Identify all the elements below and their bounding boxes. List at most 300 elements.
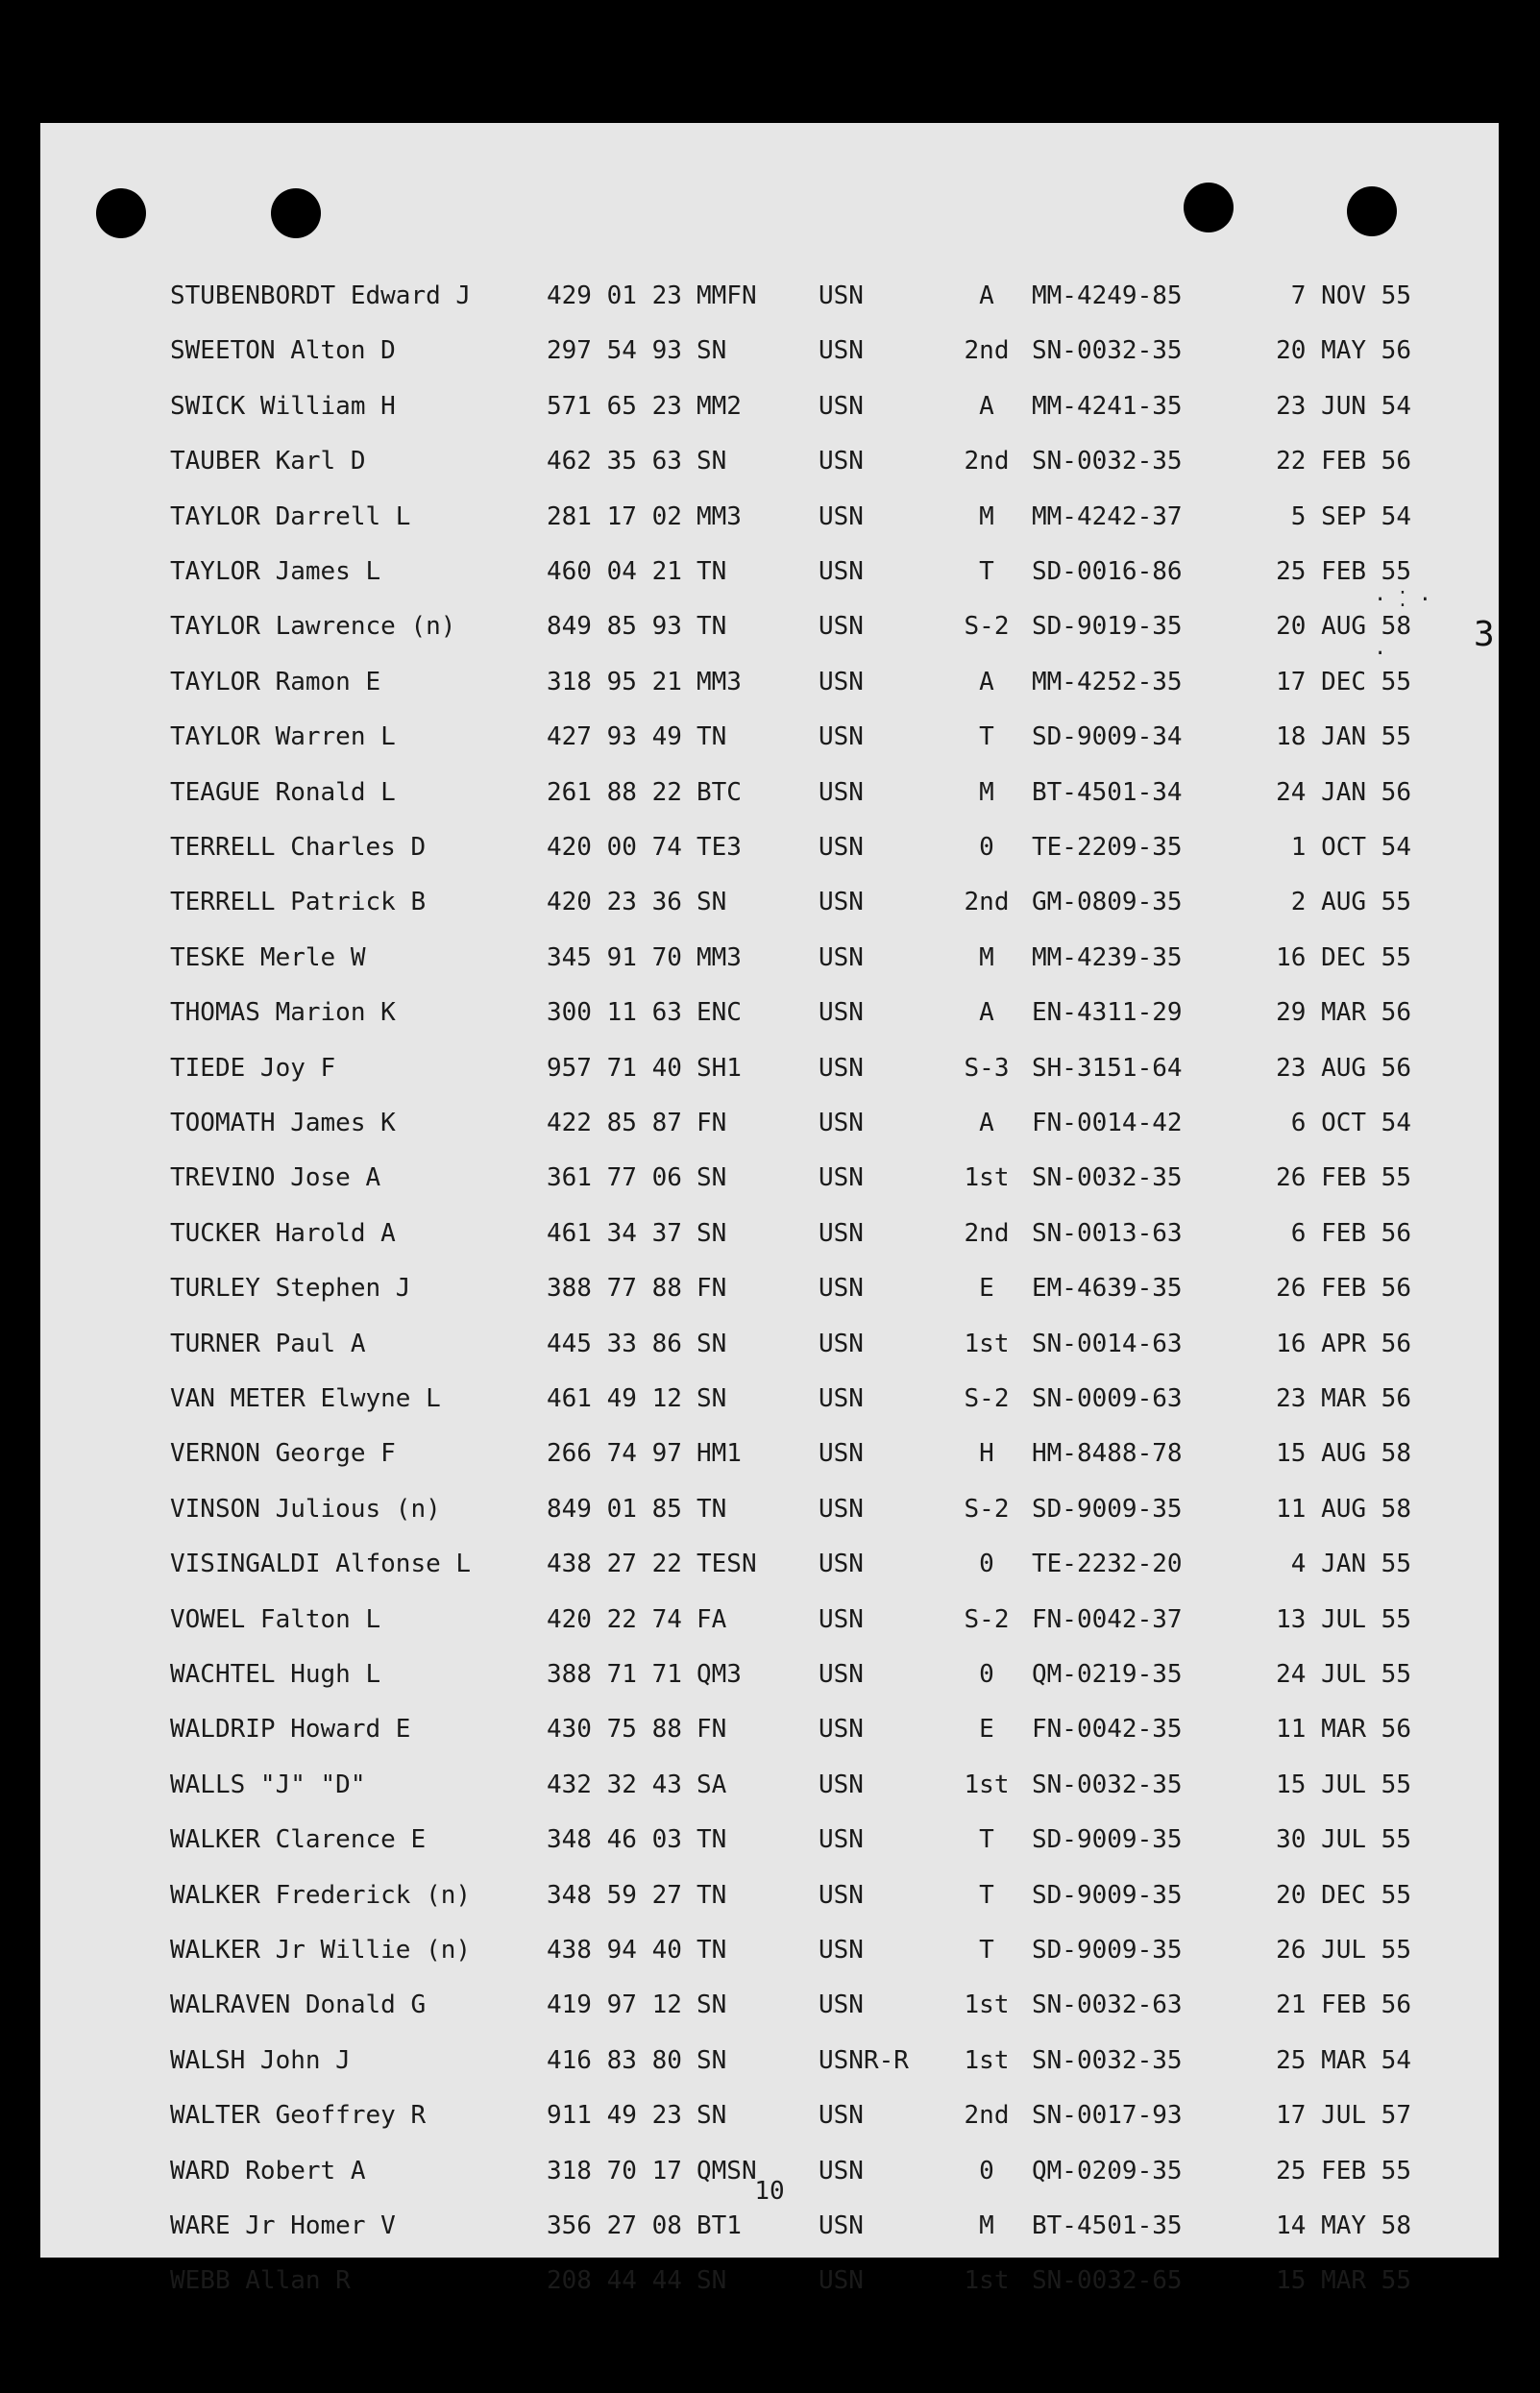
record-name: TAYLOR James L	[170, 557, 381, 586]
record-class: 0	[979, 1660, 994, 1689]
record-class: A	[979, 998, 994, 1028]
record-service-number: 445 33 86	[547, 1329, 682, 1358]
record-class: T	[979, 1825, 994, 1855]
record-service-number: 420 00 74	[547, 833, 682, 862]
record-service: USN	[819, 1825, 864, 1855]
record-name: VISINGALDI Alfonse L	[170, 1550, 472, 1579]
record-service: USN	[819, 2266, 864, 2296]
record-code: MM-4249-85	[1032, 281, 1183, 310]
record-name: TAYLOR Ramon E	[170, 667, 381, 696]
record-rate: TN	[697, 1494, 727, 1524]
record-code: FN-0042-35	[1032, 1715, 1183, 1745]
record-row	[40, 275, 1499, 317]
record-service: USN	[819, 1660, 864, 1689]
record-name: WALKER Frederick (n)	[170, 1880, 472, 1910]
record-class: 2nd	[964, 447, 1010, 476]
record-row	[40, 1984, 1499, 2026]
record-name: WALTER Geoffrey R	[170, 2101, 427, 2131]
record-date: 16 DEC 55	[1276, 942, 1411, 972]
record-rate: TESN	[697, 1550, 757, 1579]
record-service: USN	[819, 1880, 864, 1910]
record-service: USN	[819, 1936, 864, 1965]
record-row	[40, 1764, 1499, 1806]
record-service: USN	[819, 942, 864, 972]
record-rate: TN	[697, 1880, 727, 1910]
record-class: 0	[979, 1550, 994, 1579]
record-class: T	[979, 1936, 994, 1965]
record-code: SD-9009-35	[1032, 1825, 1183, 1855]
record-service: USN	[819, 777, 864, 807]
record-class: M	[979, 501, 994, 531]
record-code: SD-9009-35	[1032, 1936, 1183, 1965]
record-rate: MM3	[697, 667, 742, 696]
record-date: 4 JAN 55	[1290, 1550, 1411, 1579]
record-class: M	[979, 2211, 994, 2240]
record-row	[40, 937, 1499, 979]
record-service: USN	[819, 1550, 864, 1579]
record-service-number: 420 23 36	[547, 888, 682, 917]
record-name: WALKER Jr Willie (n)	[170, 1936, 472, 1965]
record-code: SN-0014-63	[1032, 1329, 1183, 1358]
record-row	[40, 1488, 1499, 1530]
record-name: VAN METER Elwyne L	[170, 1384, 441, 1413]
record-row	[40, 1929, 1499, 1971]
record-service-number: 849 85 93	[547, 612, 682, 642]
record-name: SWEETON Alton D	[170, 336, 396, 366]
record-row	[40, 1047, 1499, 1089]
record-code: SN-0032-65	[1032, 2266, 1183, 2296]
record-class: E	[979, 1274, 994, 1304]
record-date: 6 FEB 56	[1290, 1218, 1411, 1248]
record-date: 20 AUG 58	[1276, 612, 1411, 642]
record-class: A	[979, 1109, 994, 1137]
record-code: FN-0014-42	[1032, 1109, 1183, 1137]
record-rate: SN	[697, 447, 727, 476]
record-row	[40, 1874, 1499, 1917]
record-service-number: 266 74 97	[547, 1439, 682, 1469]
record-name: VINSON Julious (n)	[170, 1494, 441, 1524]
record-service: USN	[819, 1715, 864, 1745]
punch-hole	[1184, 183, 1234, 232]
record-row	[40, 1378, 1499, 1420]
record-code: QM-0219-35	[1032, 1660, 1183, 1689]
record-class: 1st	[964, 2045, 1010, 2075]
record-name: TAYLOR Darrell L	[170, 501, 411, 531]
record-rate: HM1	[697, 1439, 742, 1469]
record-class: E	[979, 1715, 994, 1745]
record-date: 5 SEP 54	[1290, 501, 1411, 531]
record-service-number: 461 49 12	[547, 1384, 682, 1413]
record-service-number: 388 77 88	[547, 1274, 682, 1304]
record-row	[40, 1653, 1499, 1696]
record-service: USN	[819, 2156, 864, 2185]
record-class: M	[979, 777, 994, 807]
record-service-number: 208 44 44	[547, 2266, 682, 2296]
record-service: USN	[819, 2211, 864, 2240]
record-service-number: 318 95 21	[547, 667, 682, 696]
record-rate: FN	[697, 1109, 727, 1137]
record-service: USN	[819, 447, 864, 476]
record-class: T	[979, 557, 994, 586]
record-date: 26 FEB 55	[1276, 1163, 1411, 1193]
record-service: USN	[819, 722, 864, 752]
record-service-number: 460 04 21	[547, 557, 682, 586]
record-service-number: 911 49 23	[547, 2101, 682, 2131]
record-rate: TN	[697, 557, 727, 586]
record-row	[40, 1102, 1499, 1144]
record-rate: BT1	[697, 2211, 742, 2240]
record-rate: MM3	[697, 942, 742, 972]
record-row	[40, 330, 1499, 372]
record-rate: SN	[697, 1990, 727, 2020]
record-service: USN	[819, 1274, 864, 1304]
record-rate: TN	[697, 1936, 727, 1965]
record-row	[40, 440, 1499, 482]
record-date: 2 AUG 55	[1290, 888, 1411, 917]
record-date: 14 MAY 58	[1276, 2211, 1411, 2240]
record-row	[40, 991, 1499, 1034]
record-row	[40, 2094, 1499, 2137]
record-row	[40, 1432, 1499, 1475]
record-rate: QM3	[697, 1660, 742, 1689]
record-rate: QMSN	[697, 2156, 757, 2185]
record-rate: TN	[697, 1825, 727, 1855]
record-class: A	[979, 667, 994, 696]
record-service: USN	[819, 1770, 864, 1799]
record-date: 15 MAR 55	[1276, 2266, 1411, 2296]
punch-hole	[1347, 186, 1397, 236]
record-row	[40, 550, 1499, 593]
record-name: TAYLOR Warren L	[170, 722, 396, 752]
record-rate: SN	[697, 888, 727, 917]
record-date: 1 OCT 54	[1290, 833, 1411, 862]
record-name: VERNON George F	[170, 1439, 396, 1469]
record-name: WARE Jr Homer V	[170, 2211, 396, 2240]
record-service-number: 427 93 49	[547, 722, 682, 752]
record-code: BT-4501-35	[1032, 2211, 1183, 2240]
record-rate: BTC	[697, 777, 742, 807]
record-service-number: 462 35 63	[547, 447, 682, 476]
record-code: MM-4241-35	[1032, 391, 1183, 421]
record-service-number: 348 59 27	[547, 1880, 682, 1910]
record-date: 7 NOV 55	[1290, 281, 1411, 310]
record-service-number: 356 27 08	[547, 2211, 682, 2240]
record-date: 15 AUG 58	[1276, 1439, 1411, 1469]
record-rate: SA	[697, 1770, 727, 1799]
record-class: 1st	[964, 1990, 1010, 2020]
record-code: MM-4242-37	[1032, 501, 1183, 531]
record-code: SD-9019-35	[1032, 612, 1183, 642]
record-rate: SN	[697, 2101, 727, 2131]
record-service-number: 318 70 17	[547, 2156, 682, 2185]
record-name: TREVINO Jose A	[170, 1163, 381, 1193]
record-code: MM-4252-35	[1032, 667, 1183, 696]
punch-hole	[96, 188, 146, 238]
record-code: GM-0809-35	[1032, 888, 1183, 917]
record-class: S-3	[964, 1053, 1010, 1083]
record-row	[40, 496, 1499, 538]
record-date: 23 JUN 54	[1276, 391, 1411, 421]
record-service: USN	[819, 2101, 864, 2131]
record-name: STUBENBORDT Edward J	[170, 281, 472, 310]
record-code: SN-0032-35	[1032, 1163, 1183, 1193]
record-date: 29 MAR 56	[1276, 998, 1411, 1028]
record-rate: SN	[697, 2045, 727, 2075]
record-service: USN	[819, 1053, 864, 1083]
record-date: 15 JUL 55	[1276, 1770, 1411, 1799]
record-class: A	[979, 391, 994, 421]
record-date: 20 MAY 56	[1276, 336, 1411, 366]
record-code: SN-0032-35	[1032, 1770, 1183, 1799]
record-name: WARD Robert A	[170, 2156, 366, 2185]
record-code: SD-9009-34	[1032, 722, 1183, 752]
record-name: TAYLOR Lawrence (n)	[170, 612, 456, 642]
record-service: USN	[819, 833, 864, 862]
record-name: TUCKER Harold A	[170, 1218, 396, 1248]
record-rate: TE3	[697, 833, 742, 862]
record-rate: SN	[697, 1384, 727, 1413]
record-class: T	[979, 1880, 994, 1910]
record-code: EM-4639-35	[1032, 1274, 1183, 1304]
record-service-number: 361 77 06	[547, 1163, 682, 1193]
record-name: THOMAS Marion K	[170, 998, 396, 1028]
record-name: TURLEY Stephen J	[170, 1274, 411, 1304]
record-name: WALDRIP Howard E	[170, 1715, 411, 1745]
record-date: 11 MAR 56	[1276, 1715, 1411, 1745]
record-name: TOOMATH James K	[170, 1109, 396, 1137]
record-code: SN-0017-93	[1032, 2101, 1183, 2131]
record-name: WALRAVEN Donald G	[170, 1990, 427, 2020]
record-row	[40, 716, 1499, 758]
record-service-number: 420 22 74	[547, 1604, 682, 1634]
record-row	[40, 1819, 1499, 1861]
record-class: S-2	[964, 1494, 1010, 1524]
record-service: USNR-R	[819, 2045, 909, 2075]
record-code: SN-0009-63	[1032, 1384, 1183, 1413]
record-code: MM-4239-35	[1032, 942, 1183, 972]
record-service: USN	[819, 998, 864, 1028]
record-date: 23 AUG 56	[1276, 1053, 1411, 1083]
record-code: FN-0042-37	[1032, 1604, 1183, 1634]
record-name: TURNER Paul A	[170, 1329, 366, 1358]
record-name: WEBB Allan R	[170, 2266, 351, 2296]
record-code: SD-9009-35	[1032, 1880, 1183, 1910]
record-class: 2nd	[964, 2101, 1010, 2131]
record-date: 17 DEC 55	[1276, 667, 1411, 696]
record-row	[40, 2205, 1499, 2247]
record-class: H	[979, 1439, 994, 1469]
record-row	[40, 826, 1499, 868]
record-date: 25 FEB 55	[1276, 557, 1411, 586]
page-number: 10	[754, 2177, 785, 2206]
record-rate: SN	[697, 1163, 727, 1193]
record-class: 0	[979, 2156, 994, 2185]
record-service: USN	[819, 1384, 864, 1413]
record-service-number: 957 71 40	[547, 1053, 682, 1083]
record-rate: TN	[697, 612, 727, 642]
record-row	[40, 1708, 1499, 1750]
record-class: 0	[979, 833, 994, 862]
record-service: USN	[819, 612, 864, 642]
record-rate: TN	[697, 722, 727, 752]
record-rate: FN	[697, 1274, 727, 1304]
record-code: BT-4501-34	[1032, 777, 1183, 807]
record-date: 25 MAR 54	[1276, 2045, 1411, 2075]
record-name: WACHTEL Hugh L	[170, 1660, 381, 1689]
record-rate: SN	[697, 1329, 727, 1358]
record-rate: ENC	[697, 998, 742, 1028]
record-service-number: 438 94 40	[547, 1936, 682, 1965]
record-service: USN	[819, 1109, 864, 1137]
record-class: M	[979, 942, 994, 972]
record-name: VOWEL Falton L	[170, 1604, 381, 1634]
record-date: 23 MAR 56	[1276, 1384, 1411, 1413]
speck-mark: · ⁚ ·	[1374, 588, 1431, 612]
record-name: TAUBER Karl D	[170, 447, 366, 476]
record-service-number: 849 01 85	[547, 1494, 682, 1524]
record-rate: SN	[697, 336, 727, 366]
record-service: USN	[819, 501, 864, 531]
record-row	[40, 605, 1499, 647]
record-service-number: 416 83 80	[547, 2045, 682, 2075]
record-name: TERRELL Patrick B	[170, 888, 427, 917]
record-service: USN	[819, 1163, 864, 1193]
punch-hole	[271, 188, 321, 238]
record-row	[40, 385, 1499, 427]
record-service: USN	[819, 336, 864, 366]
record-name: WALKER Clarence E	[170, 1825, 427, 1855]
record-date: 17 JUL 57	[1276, 2101, 1411, 2131]
record-row	[40, 661, 1499, 703]
record-service-number: 461 34 37	[547, 1218, 682, 1248]
record-class: 1st	[964, 1163, 1010, 1193]
record-service-number: 348 46 03	[547, 1825, 682, 1855]
record-date: 6 OCT 54	[1290, 1109, 1411, 1137]
record-date: 25 FEB 55	[1276, 2156, 1411, 2185]
record-name: TEAGUE Ronald L	[170, 777, 396, 807]
record-class: 1st	[964, 2266, 1010, 2296]
record-code: SN-0032-35	[1032, 336, 1183, 366]
record-date: 24 JAN 56	[1276, 777, 1411, 807]
record-class: S-2	[964, 1384, 1010, 1413]
record-service: USN	[819, 281, 864, 310]
record-rate: FA	[697, 1604, 727, 1634]
record-code: SD-0016-86	[1032, 557, 1183, 586]
record-row	[40, 1599, 1499, 1641]
record-service-number: 429 01 23	[547, 281, 682, 310]
record-row	[40, 881, 1499, 923]
record-date: 11 AUG 58	[1276, 1494, 1411, 1524]
record-service-number: 388 71 71	[547, 1660, 682, 1689]
document-page	[40, 123, 1499, 2296]
record-name: WALLS "J" "D"	[170, 1770, 366, 1799]
record-name: TESKE Merle W	[170, 942, 366, 972]
record-code: SN-0032-35	[1032, 2045, 1183, 2075]
margin-mark: 3	[1474, 615, 1495, 654]
record-service: USN	[819, 1604, 864, 1634]
record-class: 1st	[964, 1329, 1010, 1358]
record-code: HM-8488-78	[1032, 1439, 1183, 1469]
record-row	[40, 1543, 1499, 1585]
record-date: 30 JUL 55	[1276, 1825, 1411, 1855]
record-service: USN	[819, 557, 864, 586]
record-date: 13 JUL 55	[1276, 1604, 1411, 1634]
record-code: EN-4311-29	[1032, 998, 1183, 1028]
record-service-number: 345 91 70	[547, 942, 682, 972]
record-date: 22 FEB 56	[1276, 447, 1411, 476]
record-name: TERRELL Charles D	[170, 833, 427, 862]
record-service: USN	[819, 1494, 864, 1524]
record-date: 24 JUL 55	[1276, 1660, 1411, 1689]
record-date: 26 JUL 55	[1276, 1936, 1411, 1965]
record-date: 21 FEB 56	[1276, 1990, 1411, 2020]
record-row	[40, 1267, 1499, 1309]
record-class: 2nd	[964, 1218, 1010, 1248]
record-service: USN	[819, 1439, 864, 1469]
record-code: QM-0209-35	[1032, 2156, 1183, 2185]
record-row	[40, 1212, 1499, 1255]
record-rate: SN	[697, 2266, 727, 2296]
record-class: T	[979, 722, 994, 752]
record-code: TE-2232-20	[1032, 1550, 1183, 1579]
record-service-number: 300 11 63	[547, 998, 682, 1028]
record-class: 1st	[964, 1770, 1010, 1799]
record-class: S-2	[964, 612, 1010, 642]
record-service: USN	[819, 667, 864, 696]
record-service: USN	[819, 391, 864, 421]
record-service-number: 281 17 02	[547, 501, 682, 531]
record-class: 2nd	[964, 888, 1010, 917]
record-row	[40, 2259, 1499, 2302]
record-service-number: 432 32 43	[547, 1770, 682, 1799]
record-class: S-2	[964, 1604, 1010, 1634]
record-class: 2nd	[964, 336, 1010, 366]
record-name: TIEDE Joy F	[170, 1053, 336, 1083]
record-class: A	[979, 281, 994, 310]
record-name: SWICK William H	[170, 391, 396, 421]
record-row	[40, 1157, 1499, 1199]
record-rate: MMFN	[697, 281, 757, 310]
record-service-number: 422 85 87	[547, 1109, 682, 1137]
record-service-number: 419 97 12	[547, 1990, 682, 2020]
record-date: 26 FEB 56	[1276, 1274, 1411, 1304]
record-service-number: 430 75 88	[547, 1715, 682, 1745]
record-service-number: 571 65 23	[547, 391, 682, 421]
record-rate: MM3	[697, 501, 742, 531]
record-code: TE-2209-35	[1032, 833, 1183, 862]
record-service: USN	[819, 888, 864, 917]
record-code: SD-9009-35	[1032, 1494, 1183, 1524]
record-rate: FN	[697, 1715, 727, 1745]
record-rate: SN	[697, 1218, 727, 1248]
record-date: 18 JAN 55	[1276, 722, 1411, 752]
record-service-number: 438 27 22	[547, 1550, 682, 1579]
record-service-number: 261 88 22	[547, 777, 682, 807]
record-code: SN-0013-63	[1032, 1218, 1183, 1248]
speck-mark: ·	[1374, 642, 1387, 666]
record-row	[40, 771, 1499, 814]
record-code: SH-3151-64	[1032, 1053, 1183, 1083]
record-code: SN-0032-35	[1032, 447, 1183, 476]
record-rate: SH1	[697, 1053, 742, 1083]
record-code: SN-0032-63	[1032, 1990, 1183, 2020]
record-service: USN	[819, 1218, 864, 1248]
record-rate: MM2	[697, 391, 742, 421]
record-service: USN	[819, 1990, 864, 2020]
record-date: 16 APR 56	[1276, 1329, 1411, 1358]
record-date: 20 DEC 55	[1276, 1880, 1411, 1910]
record-row	[40, 1323, 1499, 1365]
